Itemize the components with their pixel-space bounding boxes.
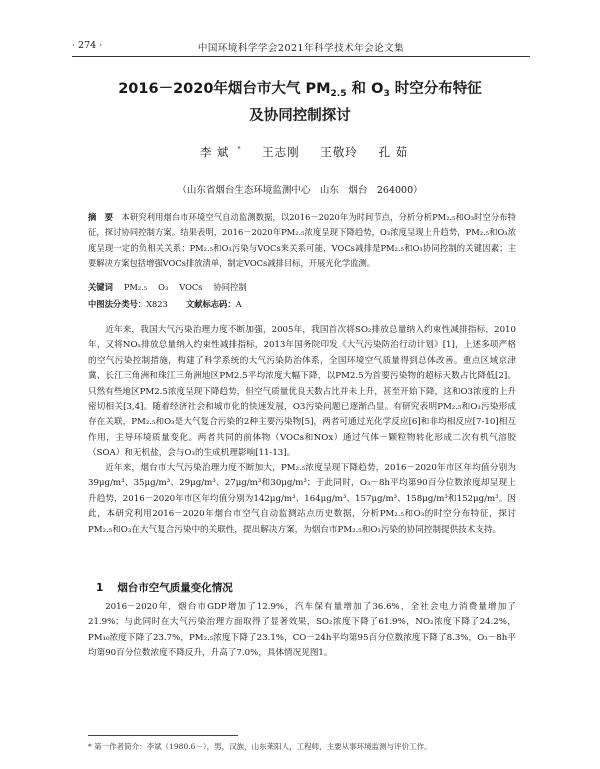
clc-label: 中图法分类号： — [88, 299, 147, 309]
paper-title — [60, 78, 540, 127]
keywords-label: 关键词 — [88, 282, 113, 292]
author: 王敬玲 — [320, 145, 358, 159]
page-header — [72, 40, 530, 57]
doc-code-label: 文献标志码： — [185, 299, 236, 309]
author: 李 斌 * — [199, 145, 242, 159]
title-line-1: 2016－2020年烟台市大气 $PM_{2.5}$ 和 $O_3$ 时空分布特征 — [118, 81, 482, 99]
clc-value: X823 — [146, 299, 168, 309]
section-number: 1 — [96, 582, 104, 594]
affiliation: （山东省烟台生态环境监测中心 山东 烟台 264000） — [177, 185, 423, 196]
keyword: VOCs — [179, 282, 203, 292]
author: 孔 茹 — [378, 145, 409, 159]
classification — [88, 298, 242, 310]
abstract — [88, 210, 516, 271]
footnote: * 第一作者简介：李斌（1980.6－），男，汉族，山东莱阳人，工程师，主要从事环境监测与评价工作。 — [88, 742, 432, 751]
author-list — [0, 144, 600, 160]
intro-paragraph-1: 近年来，我国大气污染治理力度不断加强，2005年，我国首次将SO₂排放总量纳入约束性减排指标，2010年，又将NOₓ排放总量纳入约束性减排指标，2013年国务院印发《大气污染防治行动计划》[1]，上述多项严格的空气污染控制措施，构建了科学系统的大气污染防治体系，全国环境空气质量得到总体改善。重点区域京津冀、长江三角洲和珠江三角洲地区PM2.5平均浓度大幅下降，以PM2.5为首要污染物的超标天数占比降低[2]。只然有些地区PM2.5浓度呈现下降趋势，但空气质量优良天数占比并未上升，甚至开始下降，这和O3浓度的上升密切相关[3,4]。随着经济社会和城市化的快速发展，O3污染问题已逐渐凸显。有研究表明PM₂.₅和O₃污染形成存在关联，PM₂.₅和O₃是大气复合污染的2种主要污染物[5]，两者可通过光化学反应[6]和非均相反应[7-10]相互作用，主导环境质量变化。两者共同的前体物（VOCs和NOx）通过气体－颗粒物转化形成二次有机气溶胶（SOA）和无机盐，会与O₃的生成机理影响[11-13]。 — [88, 325, 516, 459]
title-line-2: 及协同控制探讨 — [249, 108, 351, 124]
intro-paragraph-2: 近年来，烟台市大气污染治理力度不断加大，PM₂.₅浓度呈现下降趋势，2016－2020年市区年均值分别为39μg/m³、35μg/m³、29μg/m³、27μg/m³和30μg/m³；于此同时，O₃－8h平均第90百分位数浓度却呈现上升趋势，2016－2020年市区年均值分别为142μg/m³、164μg/m³、157μg/m³、158μg/m³和152μg/m³。因此，本研究利用2016－2020年烟台市空气自动监测站点历史数据，分析PM₂.₅和O₃的时空分布特征，探讨PM₂.₅和O₃在大气复合污染中的关联性，提出解决方案，为烟台市PM₂.₅和O₃污染的协同控制提供技术支持。 — [88, 463, 516, 535]
footnote-divider — [88, 735, 238, 736]
doc-code-value: A — [235, 299, 242, 309]
keyword: O₃ — [158, 282, 169, 292]
abstract-label: 摘 要 — [88, 212, 114, 222]
keyword: PM₂.₅ — [123, 282, 148, 292]
keywords — [88, 281, 247, 293]
page-number: · 274 · — [72, 40, 103, 51]
section-title: 烟台市空气质量变化情况 — [117, 582, 233, 594]
abstract-text: 本研究利用烟台市环境空气自动监测数据，以2016－2020年为时间节点，分析分析PM₂.₅和O₃时空分布特征，探讨协同控制方案。结果表明，2016－2020年PM₂.₅浓度呈现下降趋势，O₃浓度呈现上升趋势，PM₂.₅和O₃浓度呈现一定的负相关关系；PM₂.₅和O₃污染与VOCs来关系可能，VOCs减排是PM₂.₅和O₃协同控制的关键因素；主要解决方案包括增强VOCs排放清单，制定VOCs减排目标，开展光化学监测。 — [88, 212, 516, 268]
keyword: 协同控制 — [213, 282, 247, 292]
section-paragraph: 2016－2020年，烟台市GDP增加了12.9%，汽车保有量增加了36.6%，全社会电力消费量增加了21.9%；与此同时在大气污染治理方面取得了显著效果，SO₂浓度下降了61.9%，NO₂浓度下降了24.2%，PM₁₀浓度下降了23.7%，PM₂.₅浓度下降了23.1%，CO－24h平均第95百分位数浓度下降了8.3%，O₃－8h平均第90百分位数浓度不降反升，升高了7.0%，具体情况见图1。 — [88, 602, 516, 659]
author: 王志刚 — [262, 145, 300, 159]
running-title: 中国环境科学学会2021年科学技术年会论文集 — [197, 43, 405, 54]
section-heading — [96, 580, 233, 595]
